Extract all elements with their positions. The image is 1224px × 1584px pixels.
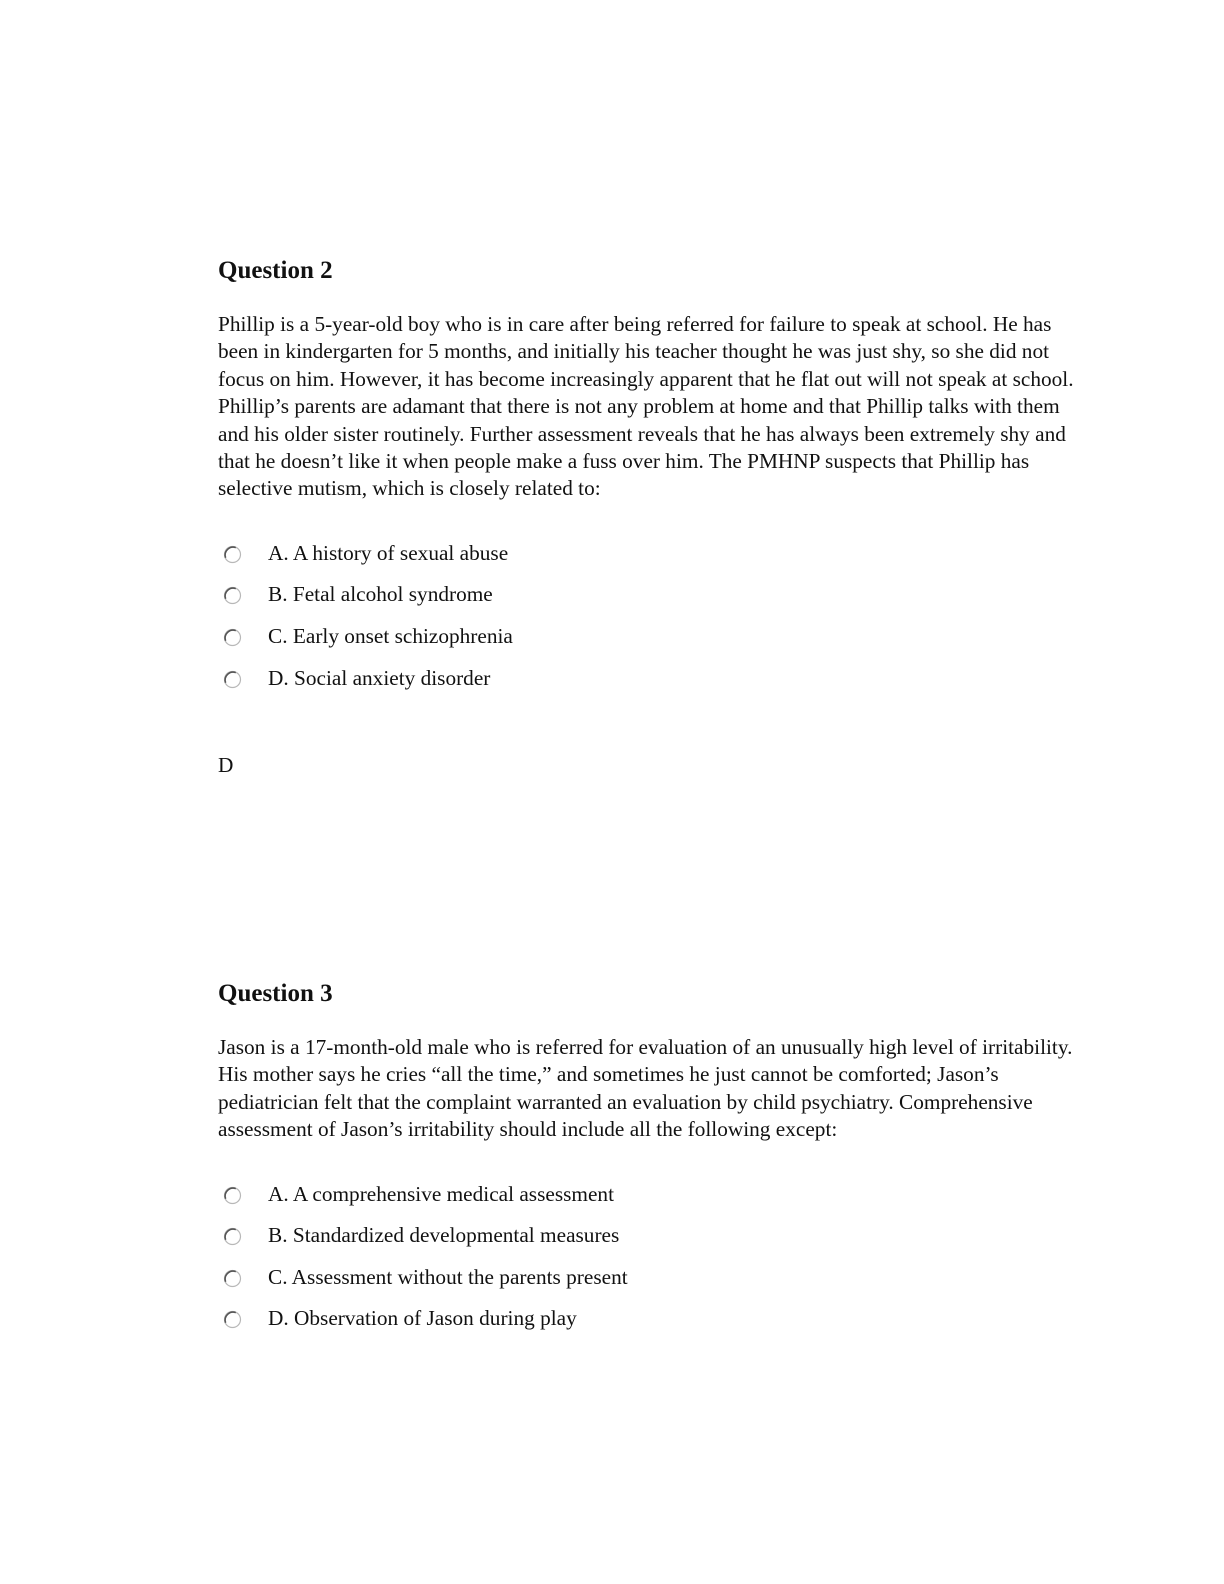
question-3 [218, 977, 1078, 1340]
option-d[interactable] [218, 658, 1078, 700]
radio-button-icon[interactable] [223, 586, 242, 605]
option-b[interactable] [218, 574, 1078, 616]
option-label: C. Assessment without the parents present [268, 1264, 628, 1289]
radio-button-icon[interactable] [223, 628, 242, 647]
question-title: Question 2 [218, 257, 333, 284]
radio-button-icon[interactable] [223, 1310, 242, 1329]
question-text: Jason is a 17-month-old male who is referred for evaluation of an unusually high level of irritability. His mother says he cries “all the time,” and sometimes he just cannot be comforted; Jason’s pediatrician felt that the complaint warranted an evaluation by child psychiatry. Comprehensive assessment of Jason’s irritability should include all the following except: [218, 1035, 1073, 1142]
option-label: B. Fetal alcohol syndrome [268, 582, 493, 607]
radio-button-icon[interactable] [223, 1269, 242, 1288]
answer-options [218, 533, 1078, 699]
option-label: D. Observation of Jason during play [268, 1306, 577, 1331]
option-c[interactable] [218, 1257, 1078, 1299]
answer-options [218, 1174, 1078, 1340]
radio-button-icon[interactable] [223, 545, 242, 564]
question-title: Question 3 [218, 980, 333, 1007]
option-a[interactable] [218, 1174, 1078, 1216]
radio-button-icon[interactable] [223, 1186, 242, 1205]
option-d[interactable] [218, 1298, 1078, 1340]
option-c[interactable] [218, 616, 1078, 658]
radio-button-icon[interactable] [223, 1227, 242, 1246]
answer-text: D [218, 753, 234, 778]
option-label: B. Standardized developmental measures [268, 1223, 620, 1248]
radio-button-icon[interactable] [223, 670, 242, 689]
option-label: A. A history of sexual abuse [268, 540, 509, 565]
option-a[interactable] [218, 533, 1078, 575]
question-2 [218, 254, 1078, 779]
question-text: Phillip is a 5-year-old boy who is in care after being referred for failure to speak at school. He has been in kindergarten for 5 months, and initially his teacher thought he was just shy, so she did not focus on him. However, it has become increasingly apparent that he flat out will not speak at school. Phillip’s parents are adamant that there is not any problem at home and that Phillip talks with them and his older sister routinely. Further assessment reveals that he has always been extremely shy and that he doesn’t like it when people make a fuss over him. The PMHNP suspects that Phillip has selective mutism, which is closely related to: [218, 312, 1074, 501]
option-b[interactable] [218, 1215, 1078, 1257]
option-label: D. Social anxiety disorder [268, 665, 491, 690]
option-label: A. A comprehensive medical assessment [268, 1181, 614, 1206]
option-label: C. Early onset schizophrenia [268, 624, 513, 649]
